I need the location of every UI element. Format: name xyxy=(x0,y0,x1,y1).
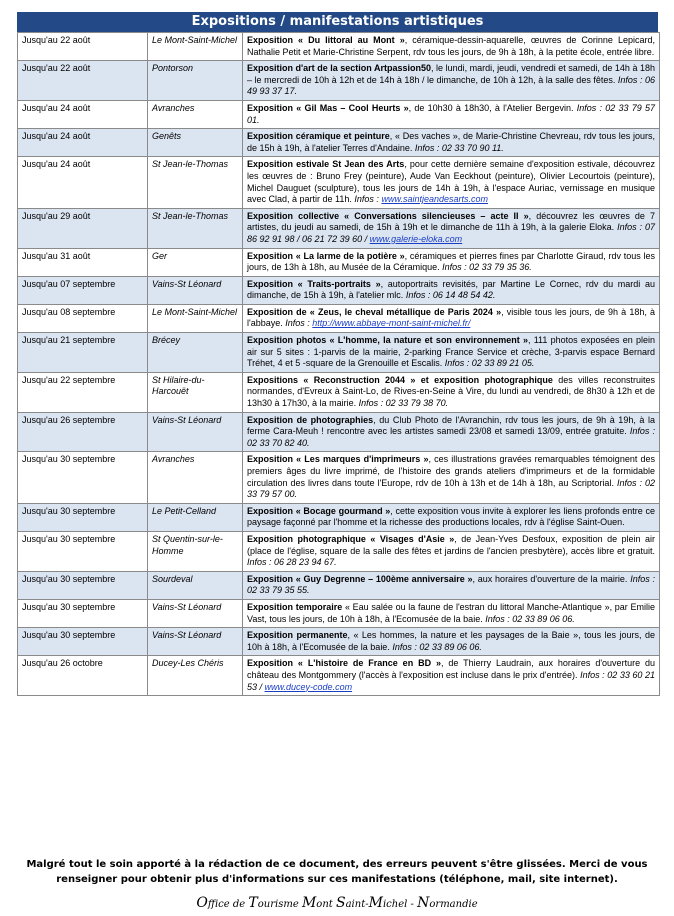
event-row xyxy=(18,333,660,373)
event-date: Jusqu'au 21 septembre xyxy=(18,333,148,373)
event-info: Infos : 02 33 60 21 53 / xyxy=(247,669,655,692)
event-text: , le lundi, mardi, jeudi, vendredi et samedi, de 14h à 18h – le mercredi de 10h à 12h et de 14h à 18h / le dimanche, de 10h à 12h, à la salle des fêtes. xyxy=(247,63,655,85)
event-row xyxy=(18,531,660,571)
event-place: Le Mont-Saint-Michel xyxy=(148,304,243,332)
event-place: Avranches xyxy=(148,100,243,128)
event-info: Infos : 02 33 79 57 00. xyxy=(247,477,655,500)
event-info: Infos : 02 33 70 82 40. xyxy=(247,426,655,448)
event-title: Exposition temporaire xyxy=(247,601,343,612)
event-description xyxy=(243,208,660,248)
event-date: Jusqu'au 31 août xyxy=(18,248,148,276)
event-title: Exposition « Gil Mas – Cool Heurts » xyxy=(247,102,409,113)
event-text: , pour cette dernière semaine d'exposition estivale, découvrez les œuvres de : Bruno Frey (peinture), Aude Van Eeckhout (peinture), Olivier Lecourtois (peinture), Michel Dauguet (sculpture), tous les jours de 14h à 19h, à l'espace Auriac, vernissage en musique avec Clad, à partir de 11h. xyxy=(247,159,655,205)
event-place: Vains-St Léonard xyxy=(148,276,243,304)
event-row xyxy=(18,304,660,332)
event-date: Jusqu'au 30 septembre xyxy=(18,531,148,571)
event-info: Infos : 07 86 92 91 98 / 06 21 72 39 60 / xyxy=(247,222,655,244)
event-date: Jusqu'au 08 septembre xyxy=(18,304,148,332)
event-row xyxy=(18,157,660,208)
event-place: Avranches xyxy=(148,452,243,503)
event-text: , cette exposition vous invite à explorer les liens profonds entre ce paysage façonné par l'homme et la richesse des productions locales, rdv à l'église Saint-Ouen. xyxy=(247,505,655,528)
event-info: Infos : 02 33 70 90 11. xyxy=(414,142,504,153)
event-text: , découvrez les œuvres de 7 artistes, du jeudi au samedi, de 15h à 19h et le dimanche de 11h à 19h, à la galerie Eloka. xyxy=(247,210,655,233)
event-row xyxy=(18,599,660,627)
event-place: Ger xyxy=(148,248,243,276)
event-text: , « Les hommes, la nature et les paysages de la Baie », tous les jours, de 10h à 18h, à l'Ecomusée de la baie. xyxy=(247,630,655,652)
event-title: Exposition de photographies xyxy=(247,414,374,425)
event-description xyxy=(243,33,660,61)
event-description xyxy=(243,276,660,304)
event-title: Exposition photographique « Visages d'Asie » xyxy=(247,533,455,544)
event-text: des villes reconstruites normandes, d'Evreux à Saint-Lo, de Rives-en-Seine à Vire, du lundi au vendredi, de 8h30 à 12h et de 13h30 à 17h30, à la mairie. xyxy=(247,374,655,409)
event-info: Infos : 02 33 79 35 36. xyxy=(442,262,532,273)
event-title: Exposition « Les marques d'imprimeurs » xyxy=(247,454,429,465)
event-description xyxy=(243,412,660,452)
event-text: , du Club Photo de l'Avranchin, rdv tous les jours, de 9h à 19h, à la ferme Cara-Meuh ! rencontre avec les artistes samedi 23/08 et samedi 13/09, entrée gratuite. xyxy=(247,414,655,437)
event-date: Jusqu'au 30 septembre xyxy=(18,571,148,599)
events-table-body xyxy=(18,33,660,696)
event-row xyxy=(18,61,660,101)
event-title: Expositions « Reconstruction 2044 » et exposition photographique xyxy=(247,374,553,385)
event-info: Infos : 02 33 79 57 01. xyxy=(247,102,655,125)
event-description xyxy=(243,333,660,373)
event-description xyxy=(243,61,660,101)
event-text: , de Jean-Yves Desfoux, exposition de plein air (place de l'église, square de la salle des fêtes et jardins de l'ancien presbytère), accès libre et gratuit. xyxy=(247,533,655,556)
event-info: Infos : 02 33 89 06 06. xyxy=(392,641,482,652)
event-description xyxy=(243,531,660,571)
event-place: Vains-St Léonard xyxy=(148,599,243,627)
event-text: , visible tous les jours, de 9h à 18h, à l'abbaye. xyxy=(247,306,655,329)
event-row xyxy=(18,33,660,61)
event-text: , céramique-dessin-aquarelle, œuvres de Corinne Lepicard, Nathalie Petit et Marie-Christine Serpent, rdv tous les jours, de 9h à 18h, à la petite école, entrée libre. xyxy=(247,35,655,57)
event-place: St Jean-le-Thomas xyxy=(148,157,243,208)
event-row xyxy=(18,656,660,696)
disclaimer-note: Malgré tout le soin apporté à la rédaction de ce document, des erreurs peuvent s'être glissées. Merci de vous renseigner pour obtenir plus d'informations sur ces manifestations (téléphone, mail, site internet). xyxy=(26,859,648,885)
event-info: Infos : 06 14 48 54 42. xyxy=(405,290,496,301)
event-place: Ducey-Les Chéris xyxy=(148,656,243,696)
event-row xyxy=(18,503,660,531)
event-description xyxy=(243,628,660,656)
event-text: , autoportraits revisités, par Martine Le Cornec, rdv du mardi au dimanche, de 15h à 19h, à l'atelier mlc. xyxy=(247,278,655,301)
event-text: , céramiques et pierres fines par Charlotte Giraud, rdv tous les jours, de 13h à 18h, au Musée de la Céramique. xyxy=(247,250,655,273)
event-info: Infos : 06 49 93 37 17. xyxy=(247,74,655,97)
event-date: Jusqu'au 24 août xyxy=(18,129,148,157)
event-row xyxy=(18,452,660,503)
event-description xyxy=(243,452,660,503)
event-title: Exposition collective « Conversations silencieuses – acte II » xyxy=(247,210,529,221)
event-info: Infos : 02 33 89 06 06. xyxy=(485,613,575,624)
event-place: St Quentin-sur-le-Homme xyxy=(148,531,243,571)
event-date: Jusqu'au 26 octobre xyxy=(18,656,148,696)
event-description xyxy=(243,503,660,531)
event-date: Jusqu'au 07 septembre xyxy=(18,276,148,304)
event-info: Infos : xyxy=(354,194,379,205)
event-place: Sourdeval xyxy=(148,571,243,599)
event-text: , 111 photos exposées en plein air sur 5 sites : 1-parvis de la mairie, 2-parking France Service et crèche, 3-parvis espace Bernard Tréhet, 4 et 5 -square de la Grenouille et Escalis. xyxy=(247,335,655,369)
event-description xyxy=(243,129,660,157)
event-row xyxy=(18,100,660,128)
event-text: , de Thierry Laudrain, aux horaires d'ouverture du château des Montgommery (l'accès à l'exposition est incluse dans le prix d'entrée). xyxy=(247,658,655,680)
event-title: Exposition « La larme de la potière » xyxy=(247,250,405,261)
event-title: Exposition d'art de la section Artpassion50 xyxy=(247,63,432,74)
event-info: Infos : 06 28 23 94 67. xyxy=(247,557,337,568)
event-row xyxy=(18,412,660,452)
event-row xyxy=(18,129,660,157)
event-place: Le Mont-Saint-Michel xyxy=(148,33,243,61)
event-row xyxy=(18,208,660,248)
event-date: Jusqu'au 30 septembre xyxy=(18,452,148,503)
event-place: St Hilaire-du-Harcouët xyxy=(148,372,243,412)
event-text: , de 10h30 à 18h30, à l'Atelier Bergevin. xyxy=(408,102,574,113)
event-website-link[interactable]: http://www.abbaye-mont-saint-michel.fr/ xyxy=(312,318,471,329)
event-title: Exposition « Traits-portraits » xyxy=(247,278,381,289)
event-description xyxy=(243,157,660,208)
event-place: Brécey xyxy=(148,333,243,373)
event-date: Jusqu'au 30 septembre xyxy=(18,628,148,656)
event-row xyxy=(18,571,660,599)
event-row xyxy=(18,276,660,304)
event-title: Exposition « Bocage gourmand » xyxy=(247,505,391,516)
event-website-link[interactable]: www.saintjeandesarts.com xyxy=(381,194,488,205)
event-title: Exposition de « Zeus, le cheval métallique de Paris 2024 » xyxy=(247,306,502,317)
event-date: Jusqu'au 26 septembre xyxy=(18,412,148,452)
event-description xyxy=(243,571,660,599)
event-date: Jusqu'au 30 septembre xyxy=(18,599,148,627)
event-text: , aux horaires d'ouverture de la mairie. xyxy=(472,573,628,584)
event-place: Pontorson xyxy=(148,61,243,101)
event-place: Le Petit-Celland xyxy=(148,503,243,531)
event-info: Infos : xyxy=(285,318,310,329)
event-date: Jusqu'au 24 août xyxy=(18,100,148,128)
event-description xyxy=(243,372,660,412)
event-text: , ces illustrations gravées remarquables témoignent des premiers âges du livre imprimé, de l'histoire des grands ateliers d'imprimeurs et de la formidable circulation des livres dans toute l'Europe, rdv de 10h à 13h et de 14h à 18h, au Scriptorial. xyxy=(247,454,655,488)
event-row xyxy=(18,372,660,412)
event-date: Jusqu'au 22 août xyxy=(18,33,148,61)
event-place: Vains-St Léonard xyxy=(148,412,243,452)
event-description xyxy=(243,656,660,696)
event-description xyxy=(243,100,660,128)
event-place: Genêts xyxy=(148,129,243,157)
event-row xyxy=(18,248,660,276)
event-title: Exposition permanente xyxy=(247,630,348,641)
event-title: Exposition estivale St Jean des Arts xyxy=(247,159,405,170)
event-title: Exposition « Du littoral au Mont » xyxy=(247,35,405,45)
event-date: Jusqu'au 30 septembre xyxy=(18,503,148,531)
event-place: St Jean-le-Thomas xyxy=(148,208,243,248)
event-title: Exposition céramique et peinture xyxy=(247,131,390,142)
event-title: Exposition « Guy Degrenne – 100ème anniversaire » xyxy=(247,573,473,584)
event-date: Jusqu'au 24 août xyxy=(18,157,148,208)
event-date: Jusqu'au 22 septembre xyxy=(18,372,148,412)
event-row xyxy=(18,628,660,656)
event-info: Infos : 02 33 79 35 55. xyxy=(247,573,655,596)
event-info: Infos : 02 33 79 38 70. xyxy=(358,398,449,409)
event-place: Vains-St Léonard xyxy=(148,628,243,656)
event-description xyxy=(243,248,660,276)
section-header: Expositions / manifestations artistiques xyxy=(17,12,658,32)
event-text: « Eau salée ou la faune de l'estran du littoral Manche-Atlantique », par Emilie Vast, tous les jours, de 10h à 18h, à l'Ecomusée de la baie. xyxy=(247,601,655,624)
event-description xyxy=(243,599,660,627)
event-website-link[interactable]: www.galerie-eloka.com xyxy=(369,233,463,244)
events-table xyxy=(17,32,660,696)
event-text: , « Des vaches », de Marie-Christine Chevreau, rdv tous les jours, de 15h à 19h, à l'atelier Terres d'Andaine. xyxy=(247,131,655,153)
event-date: Jusqu'au 22 août xyxy=(18,61,148,101)
event-info: Infos : 02 33 89 21 05. xyxy=(444,358,535,369)
event-title: Exposition photos « L'homme, la nature et son environnement » xyxy=(247,335,528,346)
event-date: Jusqu'au 29 août xyxy=(18,208,148,248)
event-description xyxy=(243,304,660,332)
tourism-office-signature: Ofice de Tourisme Mont Saint-Michel - Normandie xyxy=(196,895,478,911)
event-title: Exposition « L'histoire de France en BD » xyxy=(247,658,441,669)
event-website-link[interactable]: www.ducey-code.com xyxy=(264,681,353,692)
